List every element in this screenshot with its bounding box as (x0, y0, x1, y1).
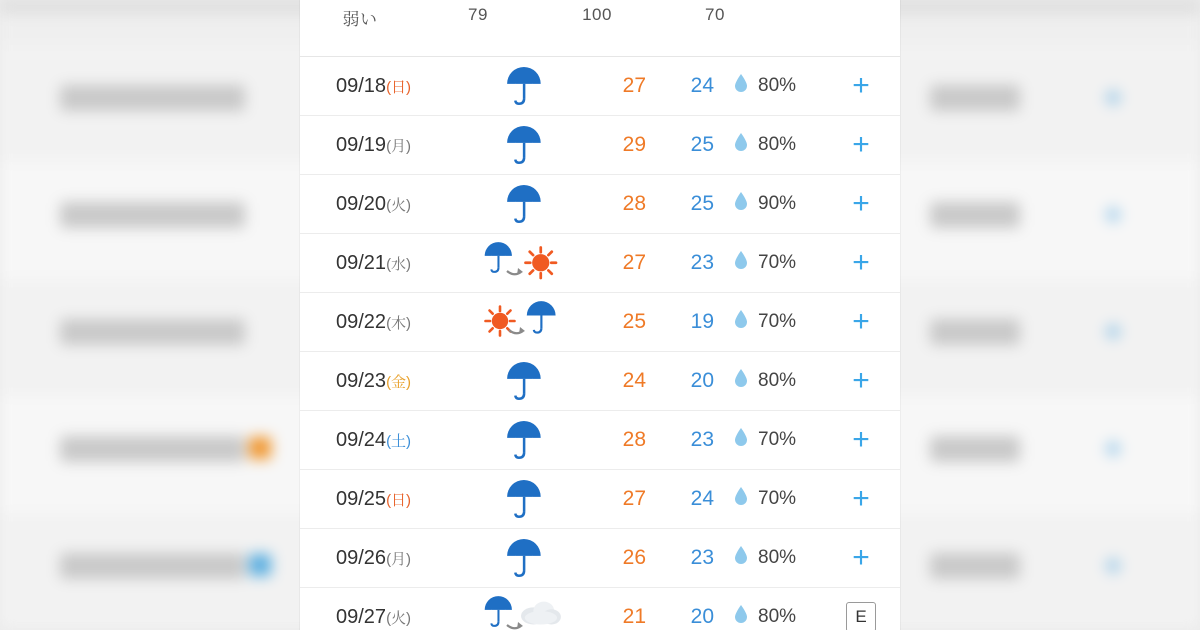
row-action-cell[interactable] (840, 425, 882, 455)
row-low-temp: 24 (690, 74, 714, 97)
forecast-header-row (300, 0, 900, 57)
row-date (336, 488, 486, 511)
row-high-temp: 25 (622, 310, 646, 333)
row-low-temp: 23 (690, 546, 714, 569)
row-action-cell[interactable] (840, 71, 882, 101)
water-drop-icon (728, 486, 754, 512)
row-date-text: 09/23 (336, 369, 387, 392)
row-date (336, 547, 486, 570)
row-date-text: 09/22 (336, 310, 387, 333)
row-action-add-button[interactable]: + (852, 246, 870, 279)
row-day-of-week: (土) (386, 432, 412, 450)
row-date-text: 09/21 (336, 251, 387, 274)
row-precipitation-probability: 70% (758, 429, 797, 450)
row-action-cell[interactable] (840, 366, 882, 396)
header-cell-bar (679, 0, 751, 25)
background-percent (930, 202, 1020, 228)
row-precipitation-probability: 80% (758, 370, 797, 391)
background-percent (930, 319, 1020, 345)
weather-icon (468, 63, 578, 109)
background-plus-icon: + (1103, 79, 1123, 117)
bar-value: 70 (705, 5, 725, 24)
water-drop-icon (728, 545, 754, 571)
background-date (60, 85, 245, 111)
background-plus-icon: + (1103, 196, 1123, 234)
row-action-cell[interactable] (840, 189, 882, 219)
row-action-add-button[interactable]: + (852, 423, 870, 456)
row-date-text: 09/25 (336, 487, 387, 510)
header-cell-window (561, 0, 633, 25)
row-date-text: 09/24 (336, 428, 387, 451)
window-value: 100 (582, 5, 612, 24)
row-precipitation-probability: 80% (758, 134, 797, 155)
row-action-add-button[interactable]: + (852, 69, 870, 102)
weather-icon (468, 122, 578, 168)
table-row[interactable] (300, 293, 900, 352)
row-low-temp: 20 (690, 605, 714, 628)
table-row[interactable] (300, 470, 900, 529)
row-action-cell[interactable] (840, 130, 882, 160)
row-precipitation-probability: 80% (758, 606, 797, 627)
weather-icon (468, 417, 578, 463)
row-action-add-button[interactable]: + (852, 128, 870, 161)
table-row[interactable] (300, 175, 900, 234)
background-date (60, 436, 245, 462)
row-day-of-week: (水) (386, 255, 412, 273)
row-action-cell[interactable] (840, 602, 882, 630)
weather-icon (468, 240, 578, 286)
row-date (336, 429, 486, 452)
forecast-rows (300, 57, 900, 630)
table-row[interactable] (300, 529, 900, 588)
row-date-text: 09/27 (336, 605, 387, 628)
water-drop-icon (728, 73, 754, 99)
row-high-temp: 28 (622, 428, 646, 451)
weather-icon (468, 535, 578, 581)
row-date (336, 606, 486, 629)
weather-forecast-card (300, 0, 900, 630)
row-precipitation-probability: 70% (758, 311, 797, 332)
background-date (60, 319, 245, 345)
row-precipitation-probability: 70% (758, 488, 797, 509)
row-date (336, 370, 486, 393)
row-low-temp: 23 (690, 428, 714, 451)
row-date (336, 134, 486, 157)
table-row[interactable] (300, 352, 900, 411)
weather-icon (468, 358, 578, 404)
table-row[interactable] (300, 411, 900, 470)
row-high-temp: 28 (622, 192, 646, 215)
weather-icon (468, 476, 578, 522)
row-action-add-button[interactable]: + (852, 187, 870, 220)
row-action-e-button[interactable]: E (846, 602, 876, 630)
water-drop-icon (728, 250, 754, 276)
row-action-cell[interactable] (840, 307, 882, 337)
row-date-text: 09/18 (336, 74, 387, 97)
row-day-of-week: (火) (386, 196, 412, 214)
background-plus-icon: + (1103, 430, 1123, 468)
row-day-of-week: (日) (386, 491, 412, 509)
row-precipitation-probability: 70% (758, 252, 797, 273)
row-high-temp: 27 (622, 487, 646, 510)
row-low-temp: 25 (690, 192, 714, 215)
header-cell-eye (442, 0, 514, 25)
background-date (60, 202, 245, 228)
row-day-of-week: (火) (386, 609, 412, 627)
row-date (336, 193, 486, 216)
weather-icon (468, 181, 578, 227)
row-low-temp: 19 (690, 310, 714, 333)
row-day-of-week: (木) (386, 314, 412, 332)
row-date-text: 09/20 (336, 192, 387, 215)
table-row[interactable] (300, 57, 900, 116)
row-action-cell[interactable] (840, 248, 882, 278)
header-cell-blank (798, 0, 870, 5)
row-day-of-week: (月) (386, 550, 412, 568)
header-cell-wind (324, 0, 396, 30)
weather-icon (468, 299, 578, 345)
row-date-text: 09/26 (336, 546, 387, 569)
row-date-text: 09/19 (336, 133, 387, 156)
background-plus-icon: + (1103, 313, 1123, 351)
row-day-of-week: (日) (386, 78, 412, 96)
row-day-of-week: (金) (386, 373, 412, 391)
row-date (336, 252, 486, 275)
background-plus-icon: + (1103, 547, 1123, 585)
water-drop-icon (728, 427, 754, 453)
row-action-add-button[interactable]: + (852, 364, 870, 397)
water-drop-icon (728, 132, 754, 158)
row-date (336, 311, 486, 334)
background-percent (930, 553, 1020, 579)
row-low-temp: 24 (690, 487, 714, 510)
water-drop-icon (728, 191, 754, 217)
row-precipitation-probability: 90% (758, 193, 797, 214)
row-action-add-button[interactable]: + (852, 305, 870, 338)
row-action-cell[interactable] (840, 543, 882, 573)
row-day-of-week: (月) (386, 137, 412, 155)
row-high-temp: 27 (622, 251, 646, 274)
row-high-temp: 26 (622, 546, 646, 569)
table-row[interactable] (300, 116, 900, 175)
table-row[interactable] (300, 234, 900, 293)
row-low-temp: 23 (690, 251, 714, 274)
row-action-add-button[interactable]: + (852, 541, 870, 574)
water-drop-icon (728, 368, 754, 394)
row-action-add-button[interactable]: + (852, 482, 870, 515)
row-high-temp: 29 (622, 133, 646, 156)
wind-value: 弱い (342, 10, 378, 29)
row-precipitation-probability: 80% (758, 547, 797, 568)
background-percent (930, 85, 1020, 111)
table-row[interactable] (300, 588, 900, 630)
row-action-cell[interactable] (840, 484, 882, 514)
row-low-temp: 20 (690, 369, 714, 392)
row-date (336, 75, 486, 98)
weather-icon (468, 594, 578, 630)
eye-value: 79 (468, 5, 488, 24)
row-high-temp: 21 (622, 605, 646, 628)
row-low-temp: 25 (690, 133, 714, 156)
background-percent (930, 436, 1020, 462)
water-drop-icon (728, 604, 754, 630)
row-high-temp: 24 (622, 369, 646, 392)
row-precipitation-probability: 80% (758, 75, 797, 96)
water-drop-icon (728, 309, 754, 335)
background-date (60, 553, 245, 579)
row-high-temp: 27 (622, 74, 646, 97)
